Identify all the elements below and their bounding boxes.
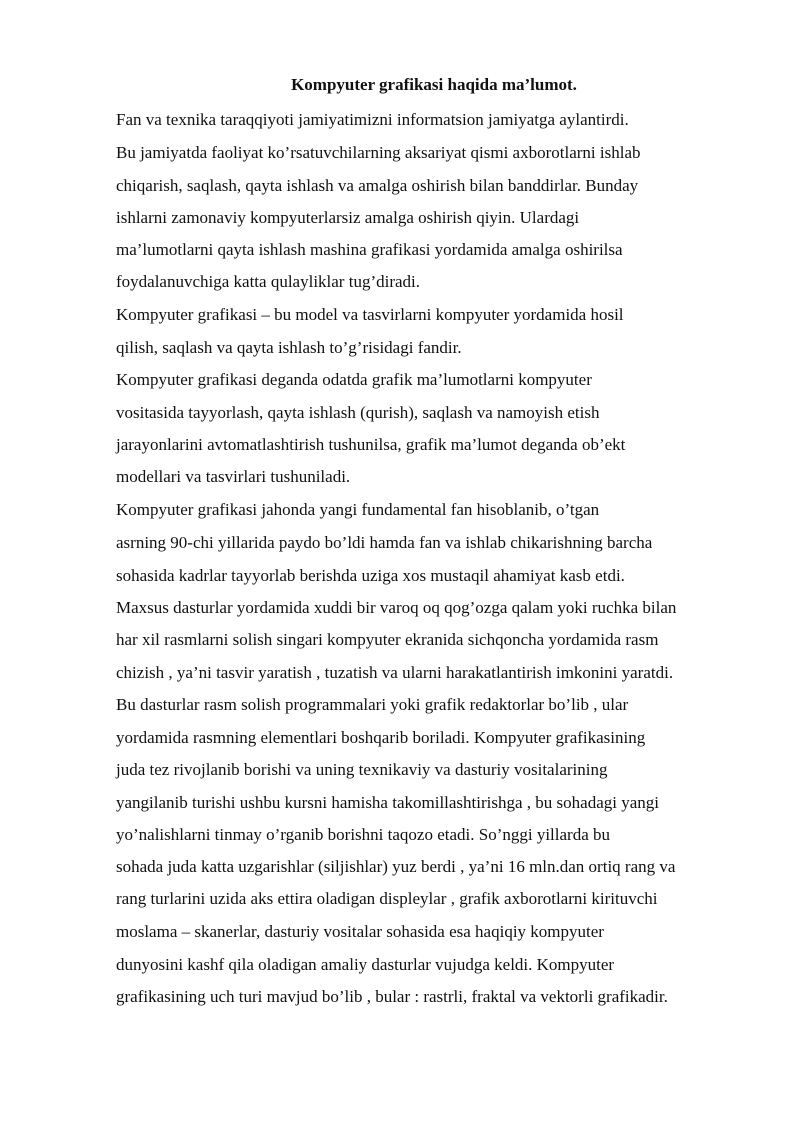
text-line: har xil rasmlarni solish singari kompyuter ekranida sichqoncha yordamida rasm xyxy=(116,630,659,649)
text-line: ma’lumotlarni qayta ishlash mashina grafikasi yordamida amalga oshirilsa xyxy=(116,240,623,259)
text-line: yo’nalishlarni tinmay o’rganib borishni taqozo etadi. So’nggi yillarda bu xyxy=(116,825,611,844)
text-line: sohasida kadrlar tayyorlab berishda uziga xos mustaqil ahamiyat kasb etdi. xyxy=(116,566,625,585)
text-line: chizish , ya’ni tasvir yaratish , tuzatish va ularni harakatlantirish imkonini yaratdi. xyxy=(116,663,674,682)
text-line: Kompyuter grafikasi – bu model va tasvirlarni kompyuter yordamida hosil xyxy=(116,305,624,324)
text-line: Bu dasturlar rasm solish programmalari yoki grafik redaktorlar bo’lib , ular xyxy=(116,695,629,714)
text-line: Fan va texnika taraqqiyoti jamiyatimizni informatsion jamiyatga aylantirdi. xyxy=(116,110,629,129)
text-line: dunyosini kashf qila oladigan amaliy dasturlar vujudga keldi. Kompyuter xyxy=(116,955,615,974)
text-line: Kompyuter grafikasi jahonda yangi fundamental fan hisoblanib, o’tgan xyxy=(116,500,600,519)
text-line: vositasida tayyorlash, qayta ishlash (qurish), saqlash va namoyish etish xyxy=(116,403,600,422)
text-line: yangilanib turishi ushbu kursni hamisha takomillashtirishga , bu sohadagi yangi xyxy=(116,793,659,812)
text-line: yordamida rasmning elementlari boshqarib boriladi. Kompyuter grafikasining xyxy=(116,728,646,747)
text-line: rang turlarini uzida aks ettira oladigan displeylar , grafik axborotlarni kirituvchi xyxy=(116,889,658,908)
text-line: Bu jamiyatda faoliyat ko’rsatuvchilarning aksariyat qismi axborotlarni ishlab xyxy=(116,143,641,162)
text-line: juda tez rivojlanib borishi va uning texnikaviy va dasturiy vositalarining xyxy=(116,760,608,779)
text-line: moslama – skanerlar, dasturiy vositalar sohasida esa haqiqiy kompyuter xyxy=(116,922,604,941)
text-line: Kompyuter grafikasi deganda odatda grafik ma’lumotlarni kompyuter xyxy=(116,370,592,389)
text-line: Maxsus dasturlar yordamida xuddi bir varoq oq qog’ozga qalam yoki ruchka bilan xyxy=(116,598,677,617)
text-line: ishlarni zamonaviy kompyuterlarsiz amalga oshirish qiyin. Ulardagi xyxy=(116,208,580,227)
text-line: grafikasining uch turi mavjud bo’lib , bular : rastrli, fraktal va vektorli grafikadir. xyxy=(116,987,668,1006)
text-line: jarayonlarini avtomatlashtirish tushunilsa, grafik ma’lumot deganda ob’ekt xyxy=(116,435,626,454)
text-line: modellari va tasvirlari tushuniladi. xyxy=(116,467,351,486)
text-line: qilish, saqlash va qayta ishlash to’g’risidagi fandir. xyxy=(116,338,462,357)
text-line: foydalanuvchiga katta qulayliklar tug’diradi. xyxy=(116,272,421,291)
text-line: asrning 90-chi yillarida paydo bo’ldi hamda fan va ishlab chikarishning barcha xyxy=(116,533,653,552)
text-line: sohada juda katta uzgarishlar (siljishlar) yuz berdi , ya’ni 16 mln.dan ortiq rang va xyxy=(116,857,676,876)
document-title: Kompyuter grafikasi haqida ma’lumot. xyxy=(291,75,577,94)
text-line: chiqarish, saqlash, qayta ishlash va amalga oshirish bilan banddirlar. Bunday xyxy=(116,176,639,195)
